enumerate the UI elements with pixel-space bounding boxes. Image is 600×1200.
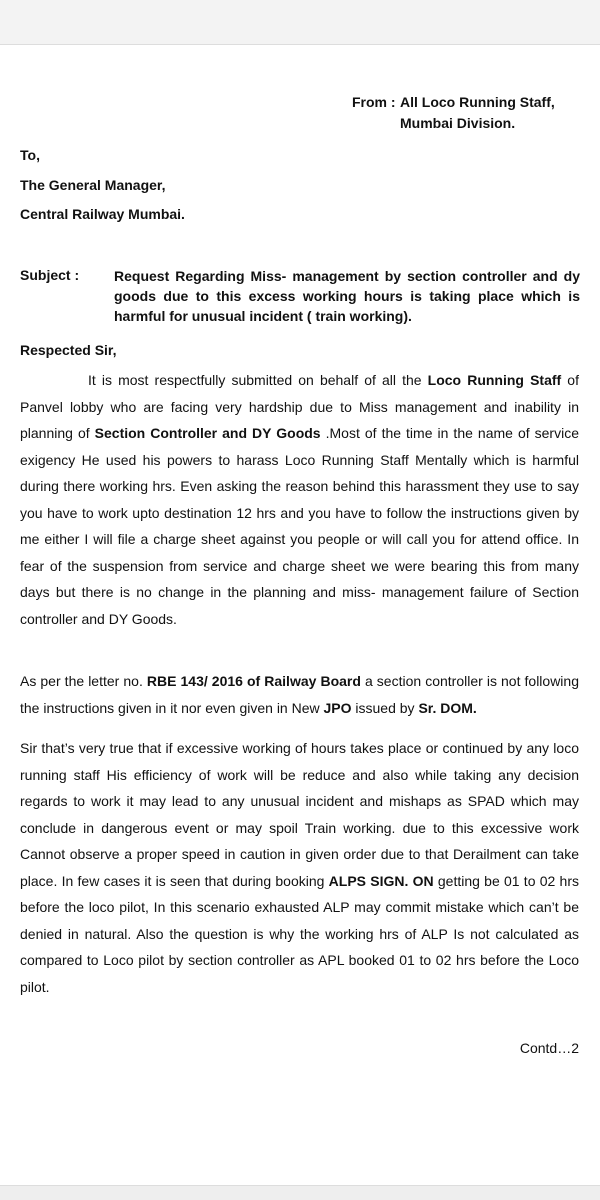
para2-bold-1: RBE 143/ 2016 of Railway Board [146,673,361,689]
para3-bold-1: ALPS SIGN. ON [328,872,434,889]
para1-text-2: of Panvel lobby who are facing very hardship due to Miss management and inability in planning of [20,372,579,441]
para3-text-1: Sir that’s very true that if excessive working of hours takes place or continued by any loco running staff His efficiency of work will be reduce and also while taking any decision regards to work it may lead to any unusual incident and mishaps as SPAD which may conclude in dangerous event or may spoil Train working. due to this excessive work Cannot observe a proper speed in caution in given order due to that Derailment can take place. In few cases it is seen that during booking [20,740,579,889]
recipient-title: The General Manager, [20,177,166,193]
subject-text: Request Regarding Miss- management by section controller and dy goods due to this excess working hours is taking place which is harmful for unusual incident ( train working). [114,268,580,324]
from-label: From : [352,94,396,110]
continued-marker: Contd…2 [519,1040,579,1056]
recipient-organization: Central Railway Mumbai. [20,206,185,222]
to-label: To, [20,147,40,163]
viewer-bottom-bar [0,1185,600,1200]
para2-text-2: a section controller is not following the instructions given in it nor even given in New [20,673,579,716]
para2-text-3: issued by [351,699,419,716]
para2-text-1: As per the letter no. [20,673,147,689]
from-sender-line2: Mumbai Division. [400,115,516,131]
para1-text-3: .Most of the time in the name of service exigency He used his powers to harass Loco Running Staff Mentally which is harmful during there working hrs. Even asking the reason behind this harassment they use to say you have to work upto destination 12 hrs and you have to follow the instructions given by me either I will file a charge sheet against you people or will call you for attend office. In fear of the suspension from service and charge sheet we were bearing this from many days but there is no change in the planning and miss- management failure of Section controller and DY Goods. [20,425,579,627]
subject-label: Subject : [20,267,80,283]
salutation: Respected Sir, [20,342,117,358]
para1-bold-2: Section Controller and DY Goods [94,425,321,441]
from-sender-line1: All Loco Running Staff, [400,94,555,110]
para2-bold-2: JPO [323,699,352,716]
para1-text-1: It is most respectfully submitted on behalf of all the [88,372,428,388]
body-paragraph-2 [20,668,579,721]
para1-bold-1: Loco Running Staff [427,372,562,388]
para3-text-2: getting be 01 to 02 hrs before the loco pilot, In this scenario exhausted ALP may commit mistake which can’t be denied in natural. Also the question is why the working hrs of ALP Is not calculated as compared to Loco pilot by section controller as APL booked 01 to 02 hrs before the Loco pilot. [20,872,579,995]
body-paragraph-3 [20,735,579,1000]
para2-bold-3: Sr. DOM. [418,699,477,716]
body-paragraph-1 [20,367,579,632]
